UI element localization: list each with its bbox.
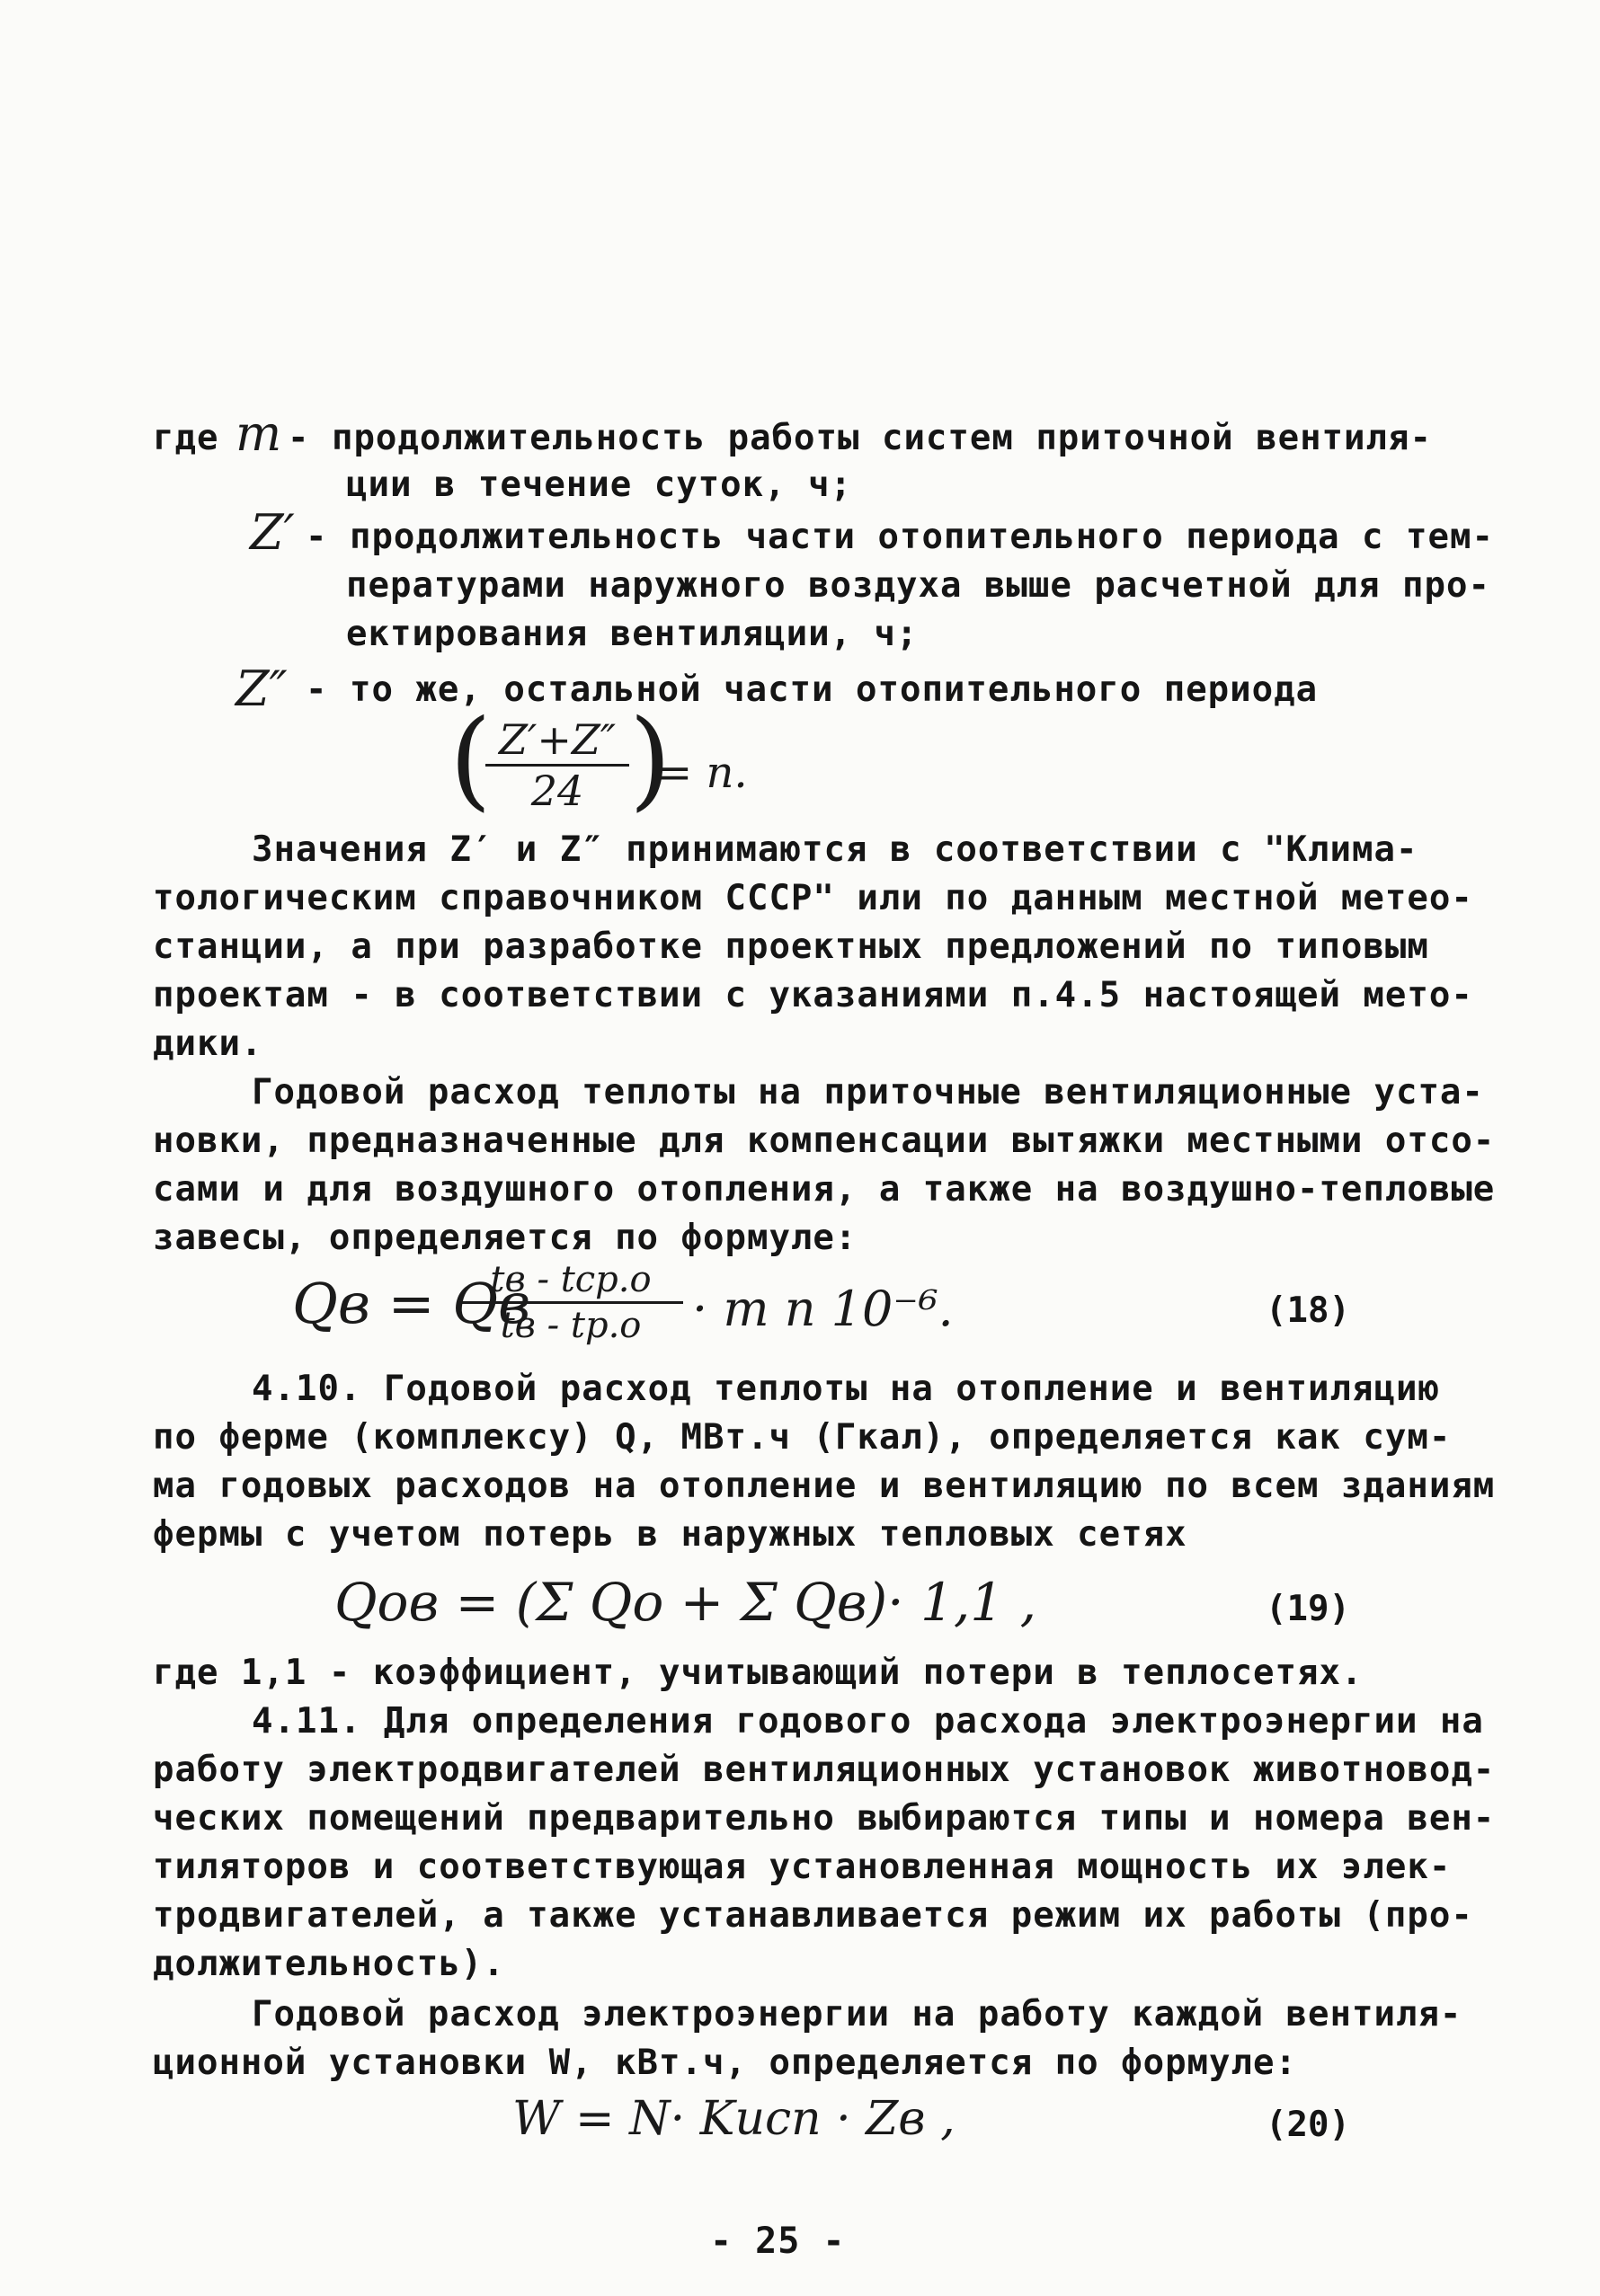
symbol-z-double-prime: Z″ xyxy=(236,660,288,717)
eq19-body: Qов = (Σ Qо + Σ Qв)· 1,1 , xyxy=(334,1572,1037,1633)
p6-line2: ционной установки W, кВт.ч, определяется по формуле: xyxy=(153,2043,1297,2083)
p1-line2: тологическим справочником СССР" или по данным местной метео- xyxy=(153,878,1473,918)
p1-line3: станции, а при разработке проектных предложений по типовым xyxy=(153,926,1429,967)
p4-line1: где 1,1 - коэффициент, учитывающий потери в теплосетях. xyxy=(153,1653,1364,1693)
p5-line5: тродвигателей, а также устанавливается режим их работы (про- xyxy=(153,1895,1473,1936)
p2-line2: новки, предназначенные для компенсации вытяжки местными отсо- xyxy=(153,1121,1496,1161)
p3-line1: 4.10. Годовой расход теплоты на отопление и вентиляцию xyxy=(252,1369,1440,1409)
n-formula-right-paren: ) xyxy=(629,697,671,822)
eq18-numerator: tв - tср.о xyxy=(490,1259,652,1300)
def-z2-line1: - то же, остальной части отопительного периода xyxy=(306,669,1319,710)
p3-line2: по ферме (комплексу) Q, МВт.ч (Гкал), определяется как сум- xyxy=(153,1417,1452,1458)
p5-line2: работу электродвигателей вентиляционных установок животновод- xyxy=(153,1750,1496,1790)
p3-line4: фермы с учетом потерь в наружных тепловых сетях xyxy=(153,1514,1187,1555)
n-formula-denominator: 24 xyxy=(530,767,584,815)
p3-line3: ма годовых расходов на отопление и вентиляцию по всем зданиям xyxy=(153,1466,1496,1506)
eq18-lhs: Qв = Qв xyxy=(292,1271,531,1336)
p2-line3: сами и для воздушного отопления, а также на воздушно-тепловые xyxy=(153,1169,1496,1210)
def-z1-line3: ектирования вентиляции, ч; xyxy=(346,614,919,654)
def-m-line2: ции в течение суток, ч; xyxy=(346,465,853,505)
eq18-fraction xyxy=(458,1259,683,1346)
n-formula-fraction xyxy=(485,715,629,815)
def-z1-line2: пературами наружного воздуха выше расчетной для про- xyxy=(346,565,1490,606)
eq18-number: (18) xyxy=(1266,1290,1350,1331)
p5-line3: ческих помещений предварительно выбираются типы и номера вен- xyxy=(153,1798,1496,1839)
p2-line1: Годовой расход теплоты на приточные вентиляционные уста- xyxy=(252,1072,1484,1113)
def-m-line1: - продолжительность работы систем приточной вентиля- xyxy=(288,418,1432,458)
eq20-number: (20) xyxy=(1266,2105,1350,2145)
p1-line1: Значения Z′ и Z″ принимаются в соответствии с "Клима- xyxy=(252,829,1418,870)
n-formula-numerator: Z′+Z″ xyxy=(498,715,617,764)
p1-line5: дики. xyxy=(153,1024,263,1064)
def-z1-line1: - продолжительность части отопительного периода с тем- xyxy=(306,517,1494,557)
eq18-bar xyxy=(458,1301,683,1304)
symbol-m: m xyxy=(236,405,282,462)
eq20-body: W = N· Kисп · Zв , xyxy=(512,2092,956,2146)
where-prefix: где xyxy=(153,418,219,458)
eq18-denominator: tв - tр.о xyxy=(500,1305,642,1346)
p5-line6: должительность). xyxy=(153,1944,505,1984)
p5-line4: тиляторов и соответствующая установленная мощность их элек- xyxy=(153,1847,1452,1887)
eq18-tail: · m n 10⁻⁶. xyxy=(692,1281,954,1337)
p1-line4: проектам - в соответствии с указаниями п.4.5 настоящей мето- xyxy=(153,975,1473,1015)
n-formula-result: = n. xyxy=(656,748,748,798)
n-formula-left-paren: ( xyxy=(449,697,492,822)
eq19-number: (19) xyxy=(1266,1589,1350,1629)
symbol-z-prime: Z′ xyxy=(250,504,295,561)
p6-line1: Годовой расход электроэнергии на работу каждой вентиля- xyxy=(252,1994,1462,2034)
p2-line4: завесы, определяется по формуле: xyxy=(153,1218,858,1258)
page-number: - 25 - xyxy=(710,2221,846,2262)
p5-line1: 4.11. Для определения годового расхода электроэнергии на xyxy=(252,1701,1484,1742)
